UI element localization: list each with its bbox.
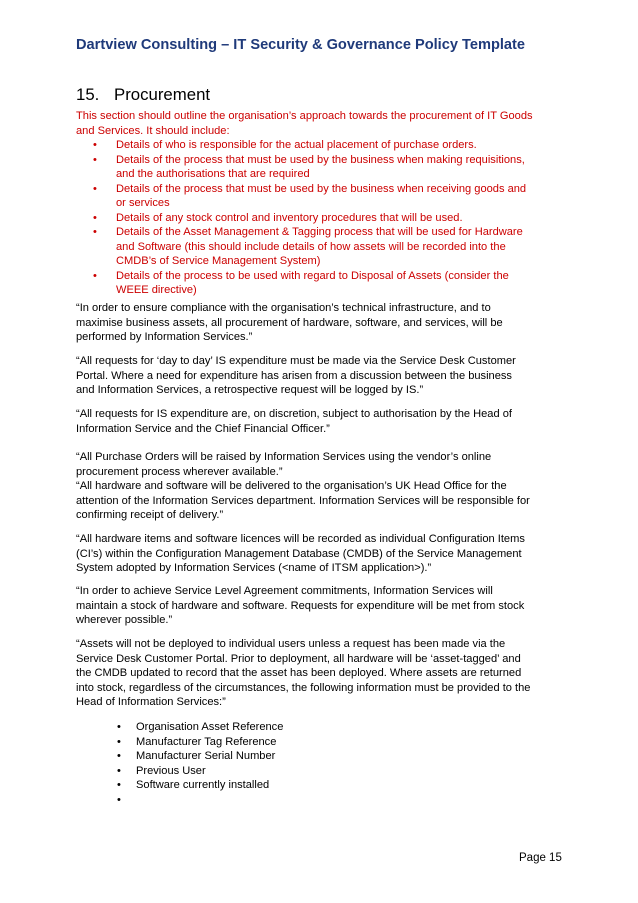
list-item: • Software currently installed xyxy=(76,778,566,793)
asset-info-list-block xyxy=(76,720,566,807)
paragraph-line: attention of the Information Services department. Information Services will be responsible for xyxy=(76,494,530,507)
guidance-list xyxy=(76,138,566,298)
guidance-line: • Details of any stock control and inventory procedures that will be used. xyxy=(116,211,463,224)
section-guidance xyxy=(76,109,566,298)
guidance-line: • Details of the process to be used with regard to Disposal of Assets (consider the xyxy=(116,269,509,282)
paragraph xyxy=(76,637,566,710)
guidance-intro-line: This section should outline the organisation’s approach towards the procurement of IT Goods xyxy=(76,110,533,122)
paragraph-line: Service Desk Customer Portal. Prior to deployment, all hardware will be ‘asset-tagged’ and xyxy=(76,652,521,665)
paragraph-line: maximise business assets, all procurement of hardware, software, and services, will be xyxy=(76,316,503,329)
guidance-line: • Details of who is responsible for the actual placement of purchase orders. xyxy=(116,139,477,151)
guidance-line: and the authorisations that are required xyxy=(116,168,310,180)
paragraph xyxy=(76,450,566,479)
document-header: Dartview Consulting – IT Security & Governance Policy Template xyxy=(76,37,526,53)
paragraph-line: performed by Information Services.” xyxy=(76,331,253,343)
guidance-item xyxy=(76,211,566,226)
paragraph xyxy=(76,532,566,576)
paragraph xyxy=(76,584,566,628)
paragraph-line: “All hardware items and software licences will be recorded as individual Configuration Items xyxy=(76,533,525,545)
paragraph-line: (CI’s) within the Configuration Management Database (CMDB) of the Service Management xyxy=(76,547,522,560)
paragraph-line: Head of Information Services:” xyxy=(76,696,226,708)
paragraph-line: System adopted by Information Services (<name of ITSM application>).” xyxy=(76,562,432,574)
paragraph-line: “All requests for ‘day to day’ IS expenditure must be made via the Service Desk Customer xyxy=(76,355,516,367)
paragraph-line: the CMDB updated to record that the asset has been deployed. Where assets are returned xyxy=(76,667,522,679)
page-number: Page 15 xyxy=(519,852,562,864)
guidance-line: • Details of the process that must be used by the business when making requisitions, xyxy=(116,153,525,166)
guidance-line: • Details of the Asset Management & Tagging process that will be used for Hardware xyxy=(116,226,523,238)
guidance-item xyxy=(76,225,566,269)
guidance-intro-line: and Services. It should include: xyxy=(76,124,230,137)
list-item: • Previous User xyxy=(76,764,566,779)
paragraph xyxy=(76,479,566,523)
section-title xyxy=(76,85,210,105)
list-item: • Manufacturer Tag Reference xyxy=(76,735,566,750)
guidance-line: CMDB’s of Service Management System) xyxy=(116,255,321,267)
guidance-line: and Software (this should include details of how assets will be recorded into the xyxy=(116,240,506,253)
guidance-item xyxy=(76,269,566,298)
paragraph xyxy=(76,354,566,398)
paragraph-line: “All hardware and software will be delivered to the organisation’s UK Head Office for the xyxy=(76,480,507,492)
paragraph-line: “All Purchase Orders will be raised by Information Services using the vendor’s online xyxy=(76,451,492,463)
list-item: • Organisation Asset Reference xyxy=(76,720,566,735)
guidance-line: WEEE directive) xyxy=(116,284,197,296)
guidance-item xyxy=(76,182,566,211)
paragraph-line: procurement process wherever available.” xyxy=(76,465,283,478)
paragraph-line: and Information Services, a retrospective request will be logged by IS.” xyxy=(76,384,424,396)
list-item: • Manufacturer Serial Number xyxy=(76,749,566,764)
paragraph-line: maintain a stock of hardware and software. Requests for expenditure will be met from stock xyxy=(76,599,525,612)
paragraph-line: “Assets will not be deployed to individual users unless a request has been made via the xyxy=(76,638,506,650)
paragraph xyxy=(76,301,566,345)
paragraph-line: confirming receipt of delivery.” xyxy=(76,509,224,521)
list-item-empty xyxy=(76,793,566,808)
paragraph-line: “In order to achieve Service Level Agreement commitments, Information Services will xyxy=(76,585,493,597)
section-number: 15. xyxy=(76,85,100,104)
guidance-line: or services xyxy=(116,197,170,209)
asset-info-list xyxy=(76,720,566,807)
paragraph xyxy=(76,407,566,436)
guidance-item xyxy=(76,153,566,182)
paragraph-line: Portal. Where a need for expenditure has arisen from a discussion between the business xyxy=(76,369,512,382)
guidance-line: • Details of the process that must be used by the business when receiving goods and xyxy=(116,182,527,195)
guidance-item xyxy=(76,138,566,153)
paragraph-line: “All requests for IS expenditure are, on discretion, subject to authorisation by the Head of xyxy=(76,408,512,420)
paragraph-line: “In order to ensure compliance with the organisation’s technical infrastructure, and to xyxy=(76,302,491,314)
paragraph-line: into stock, regardless of the circumstances, the following information must be provided to the xyxy=(76,681,531,694)
section-title-text: Procurement xyxy=(114,85,211,104)
paragraph-line: Information Service and the Chief Financial Officer.” xyxy=(76,422,330,435)
paragraph-line: wherever possible.” xyxy=(76,614,173,626)
